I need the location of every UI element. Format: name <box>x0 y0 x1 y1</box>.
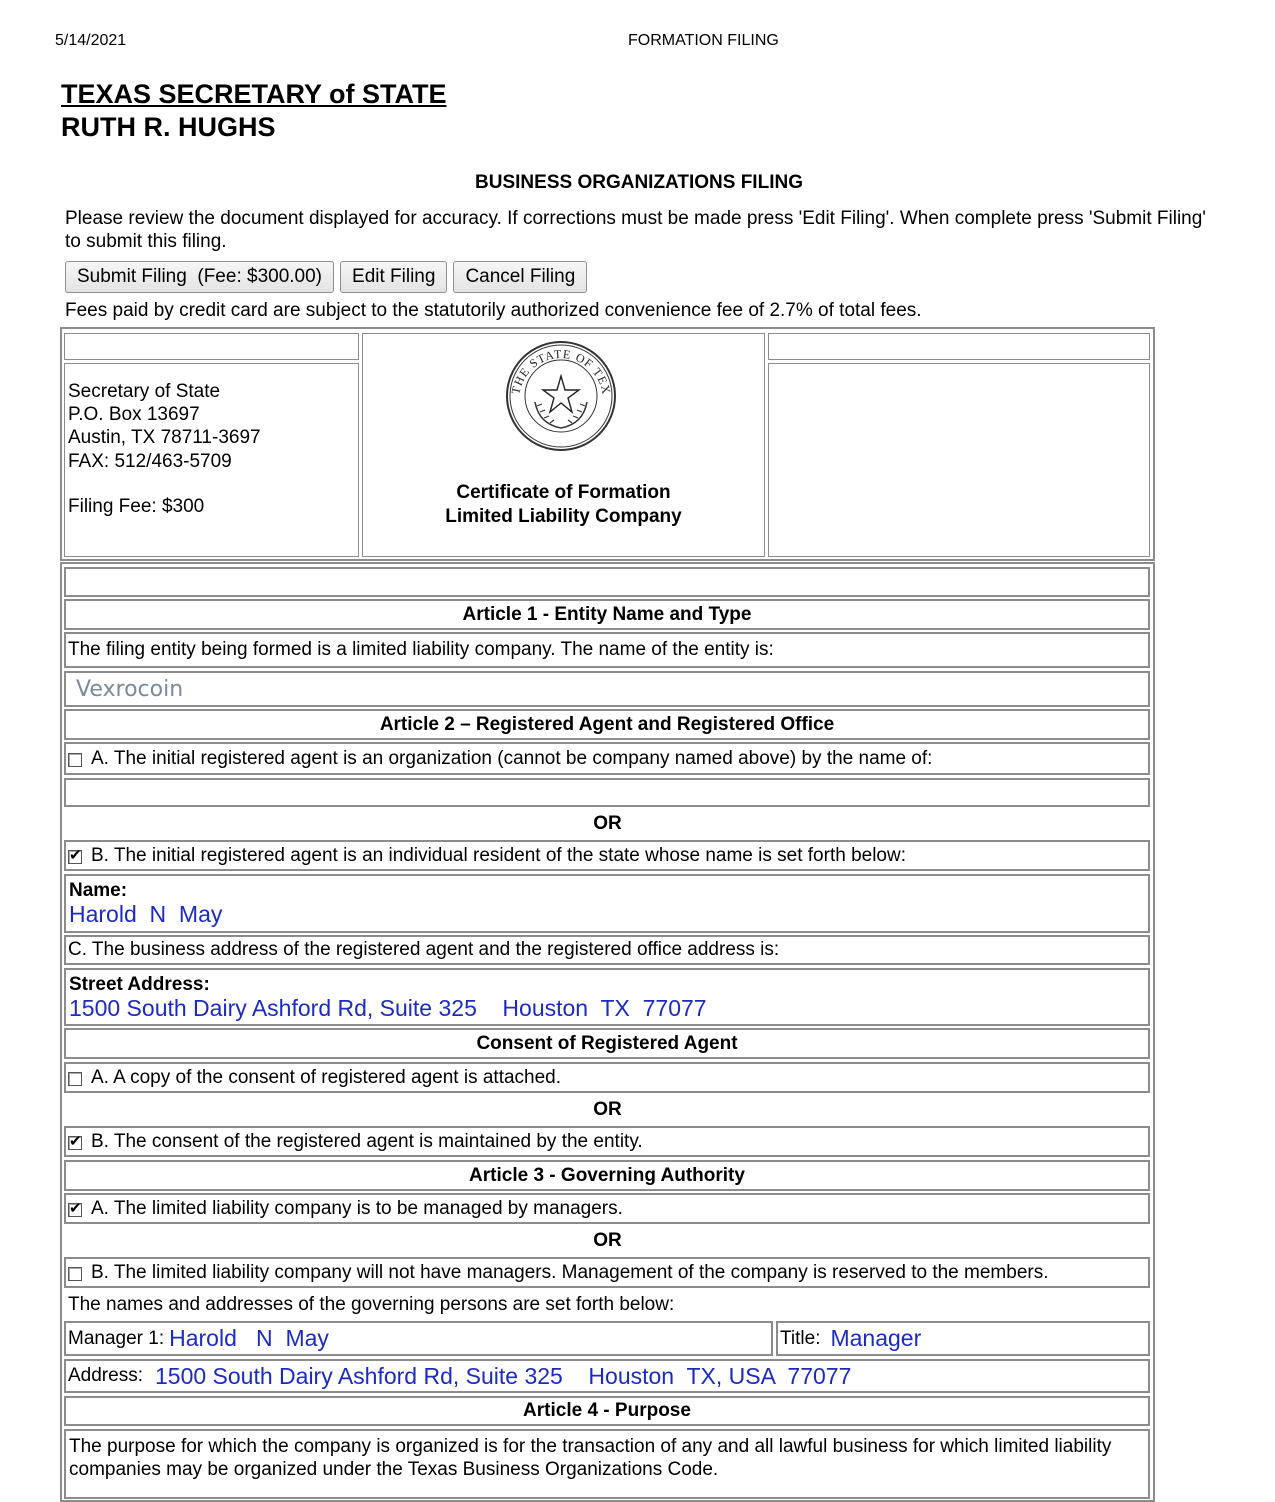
address-value: 1500 South Dairy Ashford Rd, Suite 325 Houston TX, USA 77077 <box>154 1362 852 1389</box>
sos-filing-fee: Filing Fee: $300 <box>68 496 205 517</box>
article2-heading-text: Article 2 – Registered Agent and Registered Office <box>379 713 835 735</box>
article2-or: OR <box>593 813 622 834</box>
article1-text-row <box>64 632 1150 668</box>
street-address-label: Street Address: <box>69 974 210 995</box>
article2-option-a-row <box>64 742 1150 775</box>
form-title-cell <box>362 333 765 557</box>
governing-persons-note: The names and addresses of the governing persons are set forth below: <box>68 1294 675 1315</box>
consent-option-a-checkbox[interactable] <box>68 1072 82 1086</box>
manager-row <box>64 1321 773 1356</box>
article4-text: The purpose for which the company is organized is for the transaction of any and all lawful business for which limited liability companies may be organized under the Texas Business Organizations Code. <box>69 1436 1112 1480</box>
cancel-filing-button[interactable]: Cancel Filing <box>453 261 587 293</box>
article2-option-a-value-row <box>64 778 1150 807</box>
article1-text: The filing entity being formed is a limited liability company. The name of the entity is: <box>68 639 774 660</box>
article4-heading <box>64 1396 1150 1426</box>
article2-option-a-text: A. The initial registered agent is an organization (cannot be company named above) by the name of: <box>91 747 933 769</box>
secretary-name: RUTH R. HUGHS <box>61 112 276 142</box>
article3-option-b-row <box>64 1257 1150 1288</box>
edit-filing-button[interactable]: Edit Filing <box>340 261 447 293</box>
sos-city: Austin, TX 78711-3697 <box>68 427 261 448</box>
consent-option-b-row <box>64 1126 1150 1157</box>
title-label: Title: <box>780 1327 821 1349</box>
article4-heading-text: Article 4 - Purpose <box>523 1400 691 1421</box>
consent-or: OR <box>593 1099 622 1120</box>
submit-filing-button[interactable]: Submit Filing (Fee: $300.00) <box>65 261 334 293</box>
seal-text: THE STATE OF TEX <box>508 346 614 397</box>
review-instructions: Please review the document displayed for accuracy. If corrections must be made press 'Edit Filing'. When complete press 'Submit Filing' to submit this filing. <box>65 208 1206 252</box>
consent-option-a-row <box>64 1062 1150 1093</box>
article3-option-a-checkbox[interactable] <box>68 1203 82 1217</box>
manager-title-row <box>776 1321 1150 1356</box>
article2-option-a-checkbox[interactable] <box>68 753 82 767</box>
header-left-top-cell <box>64 333 359 360</box>
agent-name-row <box>64 874 1150 933</box>
article1-heading <box>64 599 1150 630</box>
sos-po-box: P.O. Box 13697 <box>68 404 200 425</box>
article1-heading-text: Article 1 - Entity Name and Type <box>462 603 752 625</box>
print-date: 5/14/2021 <box>55 32 127 49</box>
article3-option-b-checkbox[interactable] <box>68 1267 82 1281</box>
article3-option-b-text: B. The limited liability company will not have managers. Management of the company is reserved to the members. <box>91 1261 1049 1283</box>
article3-option-a-row <box>64 1193 1150 1224</box>
page-title: BUSINESS ORGANIZATIONS FILING <box>475 172 803 193</box>
address-label: Address: <box>68 1365 143 1386</box>
street-address-value: 1500 South Dairy Ashford Rd, Suite 325 Houston TX 77077 <box>69 995 707 1021</box>
consent-heading <box>64 1028 1150 1059</box>
sos-fax: FAX: 512/463-5709 <box>68 451 232 472</box>
manager-value: Harold N May <box>169 1325 329 1351</box>
agent-name-label: Name: <box>69 880 128 901</box>
manager-address-row <box>64 1359 1150 1393</box>
title-value: Manager <box>830 1325 922 1351</box>
form-title-line2: Limited Liability Company <box>445 506 682 527</box>
sos-name: Secretary of State <box>68 381 221 402</box>
consent-option-b-text: B. The consent of the registered agent is maintained by the entity. <box>91 1130 643 1152</box>
office-name: TEXAS SECRETARY of STATE <box>61 79 447 109</box>
office-title <box>61 78 447 144</box>
entity-name-row <box>64 671 1150 707</box>
texas-seal-icon <box>505 340 617 452</box>
article3-heading <box>64 1160 1150 1191</box>
article3-option-a-text: A. The limited liability company is to be managed by managers. <box>91 1197 623 1219</box>
blank-row <box>64 567 1150 597</box>
agent-address-row <box>64 968 1150 1026</box>
article4-text-row <box>64 1429 1150 1499</box>
consent-option-b-checkbox[interactable] <box>68 1136 82 1150</box>
print-title: FORMATION FILING <box>628 32 779 49</box>
manager-label: Manager 1: <box>68 1327 165 1349</box>
consent-heading-text: Consent of Registered Agent <box>476 1032 738 1054</box>
consent-option-a-text: A. A copy of the consent of registered agent is attached. <box>91 1066 562 1088</box>
article2-option-b-text: B. The initial registered agent is an individual resident of the state whose name is set forth below: <box>91 844 906 866</box>
header-right-cell <box>768 363 1150 557</box>
form-title-line1: Certificate of Formation <box>456 482 671 503</box>
entity-name-value: Vexrocoin <box>76 676 184 702</box>
article3-heading-text: Article 3 - Governing Authority <box>469 1164 745 1186</box>
action-buttons <box>65 261 587 293</box>
sos-address-cell <box>64 363 359 557</box>
print-header <box>55 32 1275 52</box>
agent-name-value: Harold N May <box>69 901 223 927</box>
fee-note: Fees paid by credit card are subject to the statutorily authorized convenience fee of 2.7% of total fees. <box>65 300 922 321</box>
header-right-top-cell <box>768 333 1150 360</box>
article2-heading <box>64 709 1150 740</box>
article3-or: OR <box>593 1230 622 1251</box>
article2-option-b-row <box>64 840 1150 871</box>
article2-option-c-text: C. The business address of the registered agent and the registered office address is: <box>68 939 780 960</box>
article2-option-c-row <box>64 935 1150 965</box>
article2-option-b-checkbox[interactable] <box>68 850 82 864</box>
